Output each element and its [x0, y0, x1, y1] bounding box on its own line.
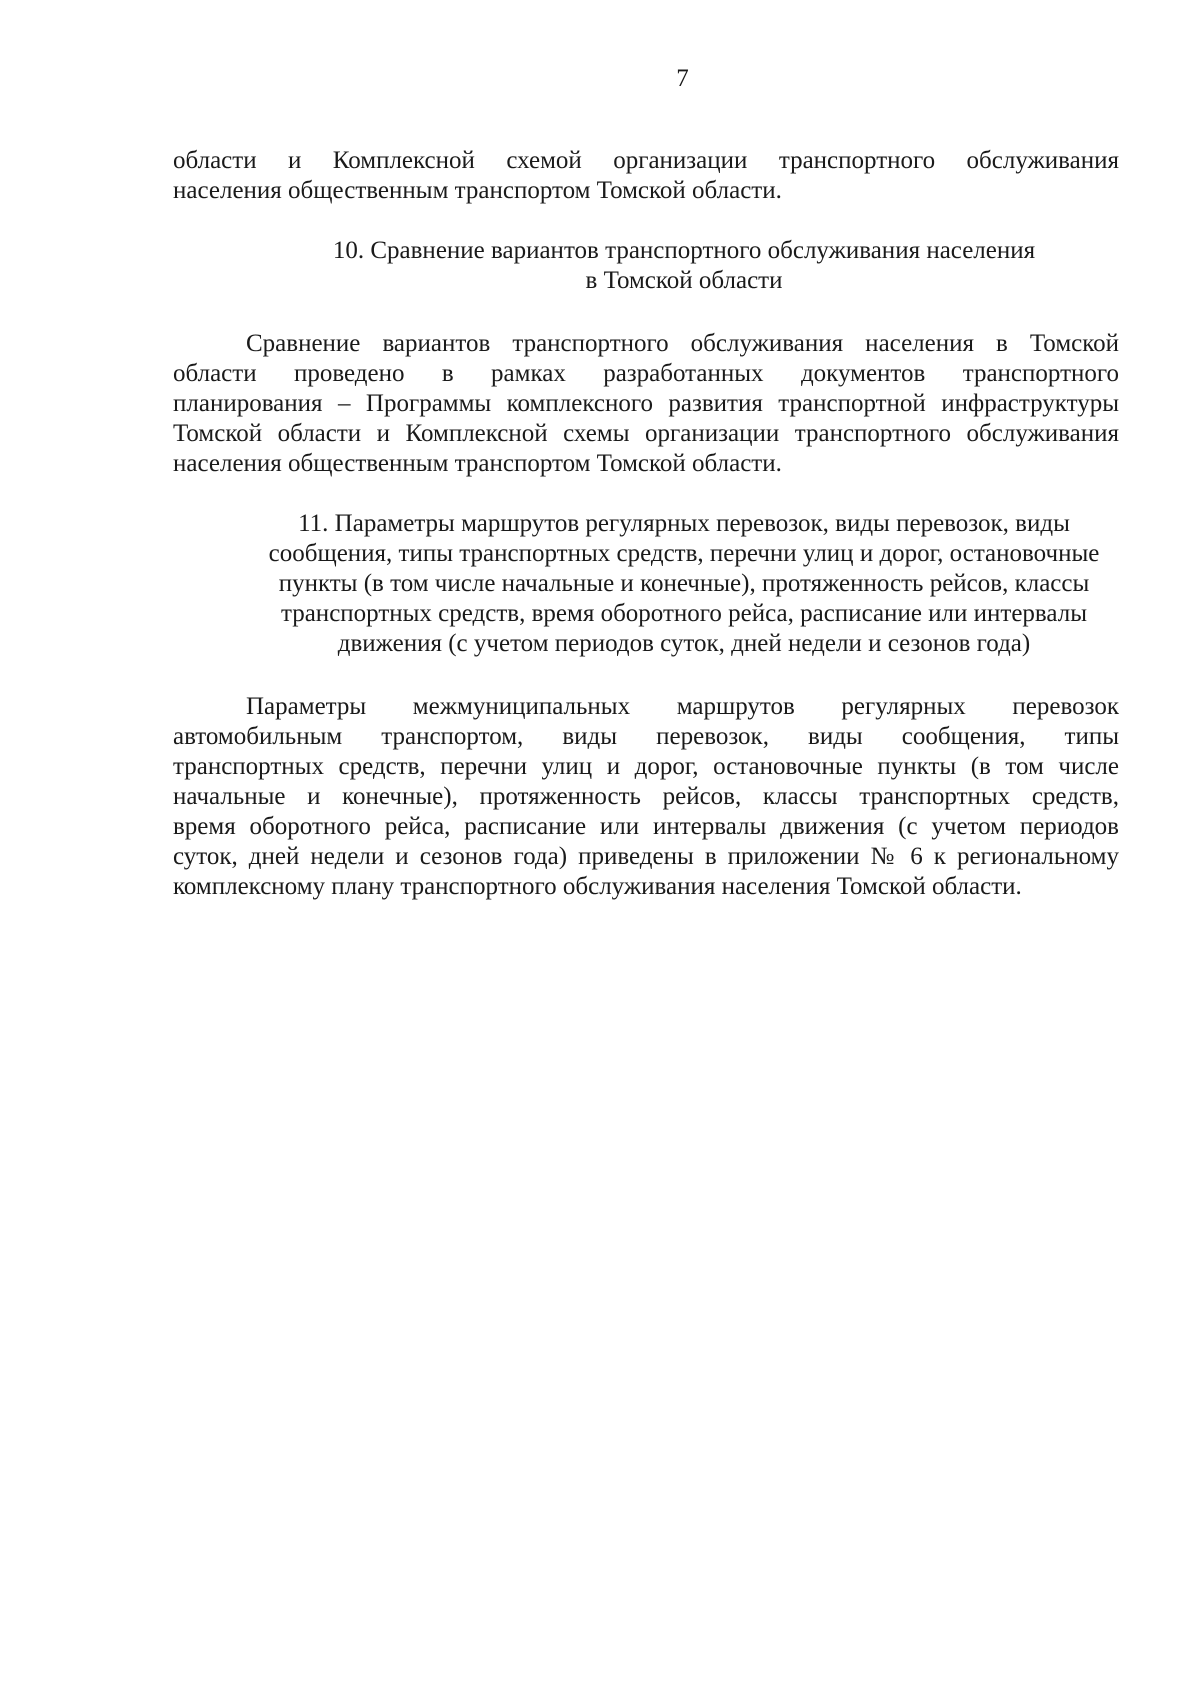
section-11-heading-line: транспортных средств, время оборотного рейса, расписание или интервалы — [280, 600, 1087, 627]
intro-line: населения общественным транспортом Томской области. — [173, 177, 782, 204]
section-10-body-line: Сравнение вариантов транспортного обслуживания населения в Томской — [246, 330, 1119, 357]
section-11-heading-line: движения (с учетом периодов суток, дней недели и сезонов года) — [337, 630, 1031, 657]
section-11-heading-line: пункты (в том числе начальные и конечные), протяженность рейсов, классы — [278, 570, 1090, 597]
section-10-body-line: планирования – Программы комплексного развития транспортной инфраструктуры — [173, 390, 1119, 417]
section-11-body-line: транспортных средств, перечни улиц и дорог, остановочные пункты (в том числе — [173, 753, 1119, 780]
section-11-body-line: автомобильным транспортом, виды перевозок, виды сообщения, типы — [173, 723, 1119, 750]
section-11-heading-line: 11. Параметры маршрутов регулярных перевозок, виды перевозок, виды — [298, 510, 1070, 537]
section-11-heading-line: сообщения, типы транспортных средств, перечни улиц и дорог, остановочные — [268, 540, 1100, 567]
section-10-body-line: области проведено в рамках разработанных документов транспортного — [173, 360, 1119, 387]
section-10-body-line: населения общественным транспортом Томской области. — [173, 450, 782, 477]
section-11-body-line: комплексному плану транспортного обслуживания населения Томской области. — [173, 873, 1022, 900]
section-10-heading-line: 10. Сравнение вариантов транспортного обслуживания населения — [332, 237, 1036, 264]
section-11-body-line: начальные и конечные), протяженность рейсов, классы транспортных средств, — [173, 783, 1119, 810]
section-10-body-line: Томской области и Комплексной схемы организации транспортного обслуживания — [173, 420, 1119, 447]
section-10-heading-line: в Томской области — [585, 267, 783, 294]
page-number: 7 — [676, 65, 689, 92]
section-11-body-line: суток, дней недели и сезонов года) приведены в приложении № 6 к региональному — [173, 843, 1119, 870]
section-11-body-line: время оборотного рейса, расписание или интервалы движения (с учетом периодов — [173, 813, 1119, 840]
intro-line: области и Комплексной схемой организации транспортного обслуживания — [173, 147, 1119, 174]
section-11-body-line: Параметры межмуниципальных маршрутов регулярных перевозок — [246, 693, 1119, 720]
